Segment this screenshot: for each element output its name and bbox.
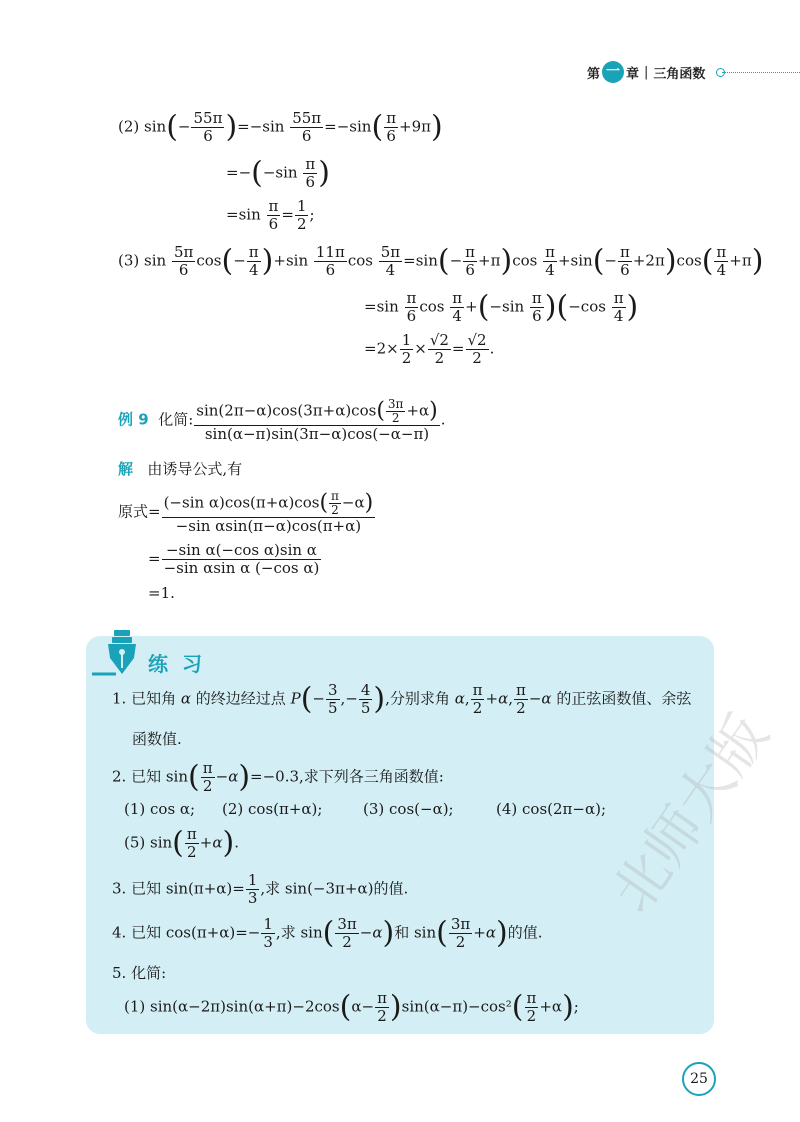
q1-text-c: ,分别求角	[385, 689, 450, 708]
header-separator: |	[644, 64, 649, 80]
practice-q2-3: (3) cos(−α);	[363, 800, 454, 818]
q4-text-a: 4. 已知 cos(π+α)=−	[112, 923, 261, 942]
example-9-step-1: 原式= (−sin α)cos(π+α)cos( $\frac{\pi}{2}$ −α) −sin αsin(π−α)cos(π+α)	[118, 489, 374, 535]
example-9-step-3: =1.	[148, 584, 175, 602]
chapter-title: 三角函数	[653, 66, 706, 82]
part-2-label: (2)	[118, 117, 140, 136]
solution-part-2-line-1: (2) sin(− $\frac{55\pi}{6}$ )=−sin $\frac{55\pi}{6}$ =−sin( $\frac{\pi}{6}$ +9π)	[118, 109, 443, 145]
q1-text-b: 的终边经过点	[195, 689, 286, 708]
q3-text-a: 3. 已知 sin(π+α)=	[112, 879, 245, 898]
solution-part-2-line-2: =−(−sin $\frac{\pi}{6}$ )	[226, 155, 330, 191]
q1-text-a: 1. 已知角	[112, 689, 177, 708]
solution-part-2-line-3: =sin $\frac{\pi}{6}$ = $\frac{1}{2}$ ;	[226, 197, 315, 233]
practice-q1-line-2: 函数值.	[132, 730, 182, 748]
solution-part-3-line-1: (3) sin $\frac{5\pi}{6}$ cos(− $\frac{\pi}{4}$ )+sin $\frac{11\pi}{6}$ cos $\frac{5\pi}{4}$ =sin(− $\frac{\pi}{6}$ +π)cos $\frac{\pi}{4}$ +sin(− $\frac{\pi}{6}$ +2π)cos( $\frac{\pi}{4}$ +π)	[118, 243, 764, 279]
chapter-number-badge: 一	[602, 61, 624, 83]
practice-q3: 3. 已知 sin(π+α)= $\frac{1}{3}$ ,求 sin(−3π+α)的值.	[112, 871, 409, 907]
pen-nib-icon	[90, 628, 142, 680]
page-number: 25	[682, 1062, 716, 1096]
example-9-solution-intro	[118, 458, 242, 479]
solution-label: 解	[118, 460, 134, 478]
q2-text-b: =−0.3,求下列各三角函数值:	[250, 767, 444, 786]
practice-q2: 2. 已知 sin( $\frac{\pi}{2}$ −α)=−0.3,求下列各三角函数值:	[112, 759, 444, 795]
header-rule	[722, 72, 800, 73]
q4-text-b: ,求 sin	[275, 923, 323, 942]
q1-text-d: 的正弦函数值、余弦	[556, 689, 692, 708]
solution-intro-text: 由诱导公式,有	[147, 460, 243, 478]
original-label: 原式=	[118, 502, 161, 521]
practice-q1-line-1: 1. 已知角 α 的终边经过点 P(− $\frac{3}{5}$ ,− $\frac{4}{5}$ ),分别求角 α, $\frac{\pi}{2}$ +α, $\frac{\pi}{2}$ −α 的正弦函数值、余弦	[112, 681, 692, 717]
practice-q2-5: (5) sin( $\frac{\pi}{2}$ +α).	[124, 825, 239, 861]
example-9-problem: 例 9 化简: sin(2π−α)cos(3π+α)cos( $\frac{3\pi}{2}$ +α) sin(α−π)sin(3π−α)cos(−α−π) .	[118, 397, 446, 443]
practice-q2-4: (4) cos(2π−α);	[496, 800, 607, 818]
part-3-label: (3)	[118, 251, 140, 270]
chapter-header	[587, 60, 705, 84]
practice-q2-1: (1) cos α;	[124, 800, 196, 818]
practice-q5: 5. 化简:	[112, 964, 167, 982]
q4-text-c: 和 sin	[394, 923, 437, 942]
practice-q4: 4. 已知 cos(π+α)=− $\frac{1}{3}$ ,求 sin( $\frac{3\pi}{2}$ −α)和 sin( $\frac{3\pi}{2}$ +α)的值.	[112, 915, 543, 951]
chapter-suffix: 章	[626, 66, 640, 82]
chapter-prefix: 第	[587, 66, 601, 82]
solution-part-3-line-2: =sin $\frac{\pi}{6}$ cos $\frac{\pi}{4}$ +(−sin $\frac{\pi}{6}$ )(−cos $\frac{\pi}{4}$ )	[364, 289, 639, 325]
example-9-label: 例 9	[118, 410, 149, 429]
practice-q5-1: (1) sin(α−2π)sin(α+π)−2cos(α− $\frac{\pi}{2}$ )sin(α−π)−cos²( $\frac{\pi}{2}$ +α);	[124, 989, 579, 1025]
q2-5-text: (5) sin	[124, 833, 173, 852]
publisher-watermark: 北师大版	[599, 703, 782, 925]
q4-text-d: 的值.	[507, 923, 543, 942]
solution-part-3-line-3: =2× $\frac{1}{2}$ × $\frac{√2}{2}$ = $\frac{√2}{2}$ .	[364, 331, 495, 367]
q2-text-a: 2. 已知	[112, 767, 162, 786]
practice-q2-2: (2) cos(π+α);	[222, 800, 323, 818]
q5-1-label: (1)	[124, 997, 146, 1016]
example-9-step-2: = $\frac{\text{−sin α(−cos α)sin α}}{\text{−sin αsin α (−cos α)}}$	[148, 541, 320, 577]
example-9-prompt: 化简:	[158, 410, 194, 429]
q3-text-b: ,求 sin(−3π+α)的值.	[260, 879, 409, 898]
practice-title: 练习	[148, 652, 216, 676]
